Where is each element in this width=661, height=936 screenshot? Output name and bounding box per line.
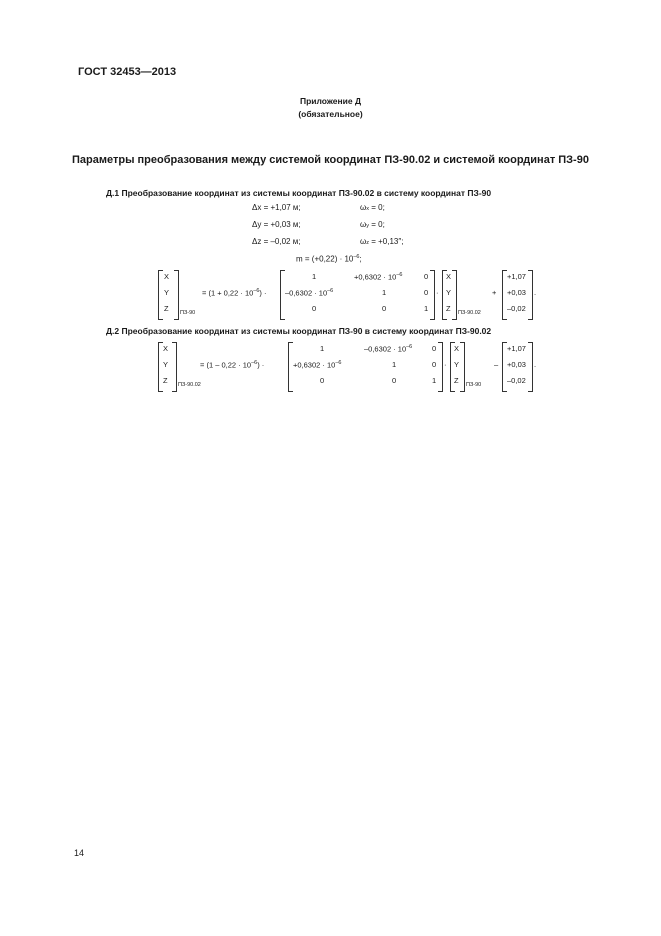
rot-matrix-cell: 1	[432, 376, 437, 385]
param-wx: ωx = 0;	[360, 203, 385, 212]
lhs-y: Y	[163, 360, 169, 369]
section-d2-heading: Д.2 Преобразование координат из системы координат ПЗ-90 в систему координат ПЗ-90.02	[106, 326, 492, 336]
rot-matrix-cell: 1	[382, 288, 387, 297]
rot-matrix-cell: 0	[432, 344, 437, 353]
param-wy: ωy = 0;	[360, 220, 385, 229]
lhs-y: Y	[164, 288, 170, 297]
end-period: .	[534, 288, 537, 297]
multiply-dot: ·	[444, 360, 447, 369]
rot-matrix-cell: 0	[392, 376, 397, 385]
scale-factor: = $(1 - 0,22 \cdot 10^{-6})$ ·	[200, 360, 265, 370]
rhs-x: X	[446, 272, 452, 281]
page-number: 14	[74, 848, 85, 858]
lhs-z: Z	[164, 304, 169, 313]
lhs-z: Z	[163, 376, 168, 385]
section-d1-heading: Д.1 Преобразование координат из системы координат ПЗ-90.02 в систему координат ПЗ-90	[106, 188, 492, 198]
appendix-status: (обязательное)	[298, 109, 363, 119]
document-id: ГОСТ 32453—2013	[78, 66, 177, 78]
plus-operator: +	[492, 288, 497, 297]
shift-x: +1,07	[507, 344, 526, 353]
rot-matrix-cell: 0	[320, 376, 325, 385]
rhs-y: Y	[454, 360, 460, 369]
lhs-x: X	[163, 344, 169, 353]
scale-factor: = $(1 + 0,22 \cdot 10^{-6})$ ·	[202, 288, 267, 298]
shift-z: –0,02	[507, 304, 526, 313]
shift-x: +1,07	[507, 272, 526, 281]
rot-matrix-cell: 1	[312, 272, 317, 281]
rot-matrix-cell: $+0,6302 \cdot 10^{-6}$	[354, 272, 403, 282]
end-period: .	[534, 360, 537, 369]
shift-z: –0,02	[507, 376, 526, 385]
rhs-z: Z	[446, 304, 451, 313]
lhs-x: X	[164, 272, 170, 281]
rot-matrix-cell: $+0,6302 \cdot 10^{-6}$	[293, 360, 342, 370]
param-dx: Δx = +1,07 м;	[252, 203, 301, 212]
rot-matrix-cell: 1	[320, 344, 325, 353]
rot-matrix-cell: 0	[424, 288, 429, 297]
param-dz: Δz = –0,02 м;	[252, 237, 301, 246]
shift-y: +0,03	[507, 288, 526, 297]
rot-matrix-cell: $-0,6302 \cdot 10^{-6}$	[285, 288, 334, 298]
rhs-subscript: ПЗ-90.02	[458, 310, 481, 316]
rot-matrix-cell: 0	[424, 272, 429, 281]
page-title: Параметры преобразования между системой координат ПЗ-90.02 и системой координат ПЗ-90	[72, 154, 589, 166]
param-wz: ωz = +0,13″;	[360, 237, 404, 246]
param-m: $m = (+0,22) \cdot 10^{-6}$;	[296, 254, 362, 264]
minus-operator: –	[494, 360, 499, 369]
rhs-z: Z	[454, 376, 459, 385]
rot-matrix-cell: 0	[312, 304, 317, 313]
lhs-subscript: ПЗ-90	[180, 310, 196, 316]
appendix-title: Приложение Д	[299, 96, 362, 106]
rot-matrix-cell: 1	[424, 304, 429, 313]
rot-matrix-cell: 0	[432, 360, 437, 369]
param-dy: Δy = +0,03 м;	[252, 220, 301, 229]
rot-matrix-cell: 1	[392, 360, 397, 369]
rot-matrix-cell: 0	[382, 304, 387, 313]
rhs-y: Y	[446, 288, 452, 297]
rhs-x: X	[454, 344, 460, 353]
shift-y: +0,03	[507, 360, 526, 369]
rhs-subscript: ПЗ-90	[466, 382, 482, 388]
lhs-subscript: ПЗ-90.02	[178, 382, 201, 388]
multiply-dot: ·	[436, 288, 439, 297]
rot-matrix-cell: $-0,6302 \cdot 10^{-6}$	[364, 344, 413, 354]
